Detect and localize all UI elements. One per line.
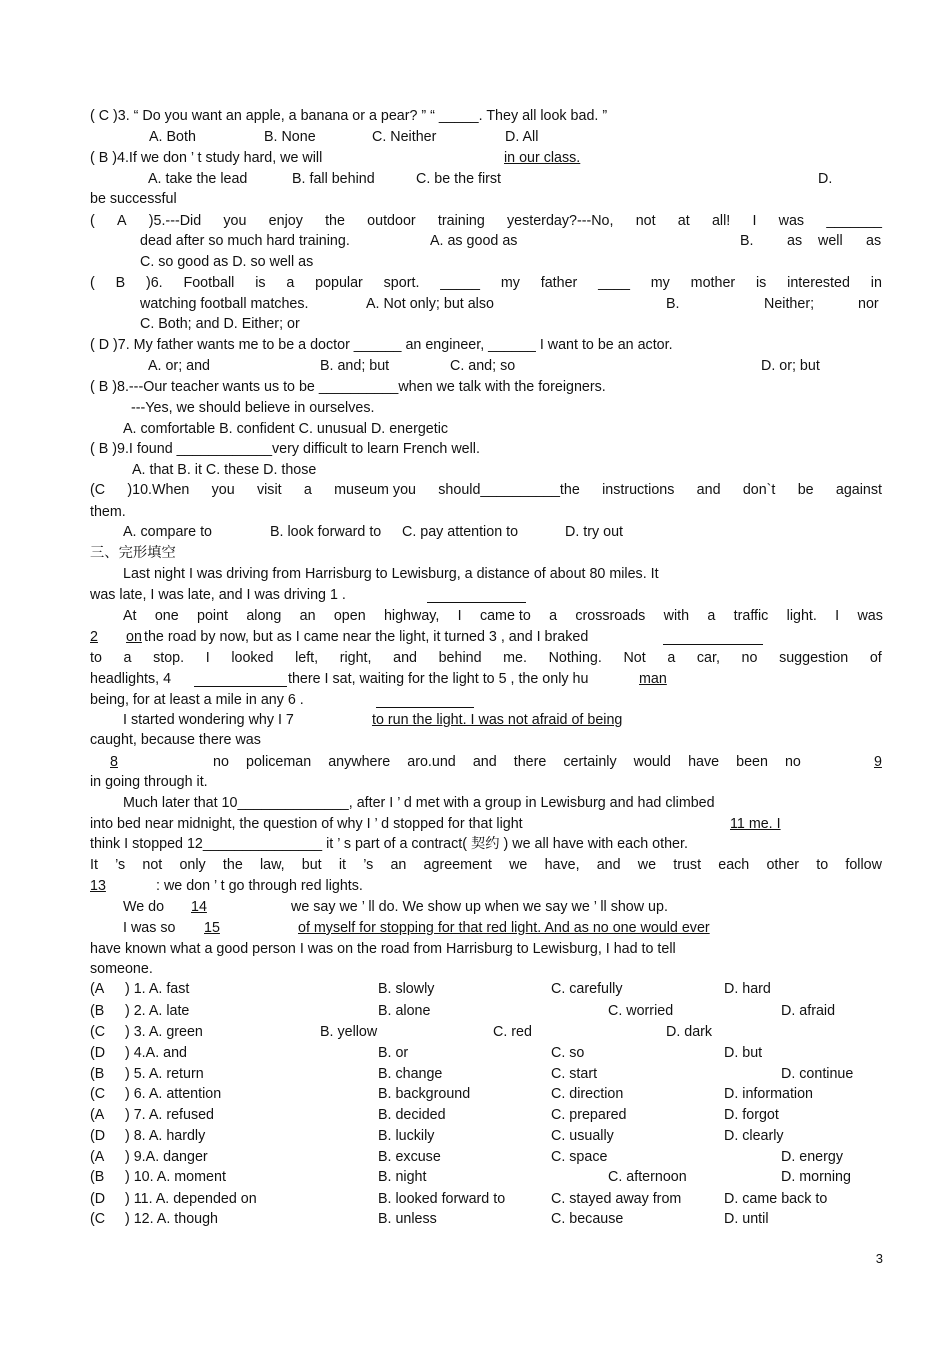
answer-key: (C xyxy=(90,1086,106,1102)
answer-option: D. until xyxy=(724,1211,769,1227)
answer-option: C. direction xyxy=(551,1086,624,1102)
q8-line2: ---Yes, we should believe in ourselves. xyxy=(131,400,375,416)
answer-question: ) 5. A. return xyxy=(125,1066,204,1082)
q6-opt-b-label: B. xyxy=(666,296,680,312)
blank-1 xyxy=(427,590,526,603)
q8-opts: A. comfortable B. confident C. unusual D. energetic xyxy=(123,421,449,437)
answer-option: B. yellow xyxy=(320,1024,378,1040)
q10-line1: (C )10.When you visit a museum you should__________the instructions and don`t be against xyxy=(90,482,882,498)
q10-opt-b: B. look forward to xyxy=(270,524,382,540)
answer-question: ) 6. A. attention xyxy=(125,1086,222,1102)
answer-option: B. decided xyxy=(378,1107,446,1123)
answer-key: (C xyxy=(90,1024,106,1040)
cloze-word: of myself for stopping for that red light. And as no one would ever xyxy=(298,920,710,936)
cloze-word: to run the light. I was not afraid of being xyxy=(372,712,623,728)
q4-opt-d-text: be successful xyxy=(90,191,177,207)
cloze-line: 8 no policeman anywhere aro.und and there certainly would have been no 9 xyxy=(90,753,882,771)
q5-line1: ( A )5.---Did you enjoy the outdoor training yesterday?---No, not at all! I was _______ xyxy=(90,213,882,229)
answer-option: C. afternoon xyxy=(608,1169,687,1185)
cloze-line: Much later that 10______________, after I ’ d met with a group in Lewisburg and had climbed xyxy=(123,795,715,811)
answer-option: D. morning xyxy=(781,1169,851,1185)
cloze-line: : we don ’ t go through red lights. xyxy=(156,878,363,894)
cloze-word: on xyxy=(126,629,142,645)
answer-option: B. excuse xyxy=(378,1149,441,1165)
answer-option: C. red xyxy=(493,1024,532,1040)
answer-option: D. continue xyxy=(781,1066,854,1082)
blank-15: 15 xyxy=(204,920,220,936)
answer-option: C. prepared xyxy=(551,1107,627,1123)
answer-key: (D xyxy=(90,1128,106,1144)
cloze-line: caught, because there was xyxy=(90,732,261,748)
answer-key: (A xyxy=(90,981,105,997)
cloze-line: I started wondering why I 7 xyxy=(123,712,294,728)
answer-key: (D xyxy=(90,1191,106,1207)
answer-key: (D xyxy=(90,1045,106,1061)
q3-opt-d: D. All xyxy=(505,129,539,145)
cloze-line: we say we ’ ll do. We show up when we say we ’ ll show up. xyxy=(291,899,668,915)
answer-option: D. afraid xyxy=(781,1003,836,1019)
answer-option: C. worried xyxy=(608,1003,674,1019)
blank-14: 14 xyxy=(191,899,207,915)
blank-3-line xyxy=(663,632,763,645)
q9-opts: A. that B. it C. these D. those xyxy=(132,462,317,478)
q4-opt-d: D. xyxy=(818,171,833,187)
answer-option: D. information xyxy=(724,1086,813,1102)
cloze-line: Last night I was driving from Harrisburg to Lewisburg, a distance of about 80 miles. It xyxy=(123,566,659,582)
answer-question: ) 9.A. danger xyxy=(125,1149,208,1165)
cloze-line: We do xyxy=(123,899,165,915)
answer-option: B. looked forward to xyxy=(378,1191,506,1207)
cloze-line: someone. xyxy=(90,961,153,977)
q4-opt-c: C. be the first xyxy=(416,171,502,187)
blank-6-line xyxy=(376,695,474,708)
q9-stem: ( B )9.I found ____________very difficult to learn French well. xyxy=(90,441,480,457)
q6-line1: ( B )6. Football is a popular sport. _____ my father ____ my mother is interested in xyxy=(90,275,882,291)
answer-option: B. unless xyxy=(378,1211,437,1227)
q5-opt-b-w3: as xyxy=(866,233,882,249)
answer-option: D. dark xyxy=(666,1024,713,1040)
q8-stem: ( B )8.---Our teacher wants us to be __________when we talk with the foreigners. xyxy=(90,379,606,395)
answer-option: B. luckily xyxy=(378,1128,435,1144)
q4-blank: in our class. xyxy=(504,150,581,166)
q10-opt-a: A. compare to xyxy=(123,524,212,540)
answer-question: ) 11. A. depended on xyxy=(125,1191,257,1207)
answer-option: C. space xyxy=(551,1149,608,1165)
answer-question: ) 1. A. fast xyxy=(125,981,190,997)
q6-opt-b-w1: Neither; xyxy=(764,296,815,312)
answer-option: D. forgot xyxy=(724,1107,779,1123)
q5-line2a: dead after so much hard training. xyxy=(140,233,350,249)
answer-option: B. background xyxy=(378,1086,471,1102)
answer-option: D. energy xyxy=(781,1149,843,1165)
cloze-line: It ’s not only the law, but it ’s an agreement we have, and we trust each other to follow xyxy=(90,857,882,873)
cloze-line: the road by now, but as I came near the light, it turned 3 , and I braked xyxy=(144,629,589,645)
answer-question: ) 8. A. hardly xyxy=(125,1128,206,1144)
q5-opt-b-label: B. xyxy=(740,233,754,249)
q10-line2: them. xyxy=(90,504,126,520)
answer-option: D. hard xyxy=(724,981,771,997)
cloze-line: think I stopped 12_______________ it ’ s part of a contract( 契约 ) we all have with each other. xyxy=(90,836,688,852)
answer-key: (B xyxy=(90,1066,105,1082)
answer-key: (B xyxy=(90,1169,105,1185)
answer-option: C. because xyxy=(551,1211,624,1227)
q4-stem: ( B )4.If we don ’ t study hard, we will xyxy=(90,150,323,166)
blank-2: 2 xyxy=(90,629,98,645)
q7-opt-c: C. and; so xyxy=(450,358,516,374)
q7-opt-a: A. or; and xyxy=(148,358,210,374)
cloze-line: there I sat, waiting for the light to 5 , the only hu xyxy=(288,671,589,687)
answer-option: D. but xyxy=(724,1045,763,1061)
answer-option: C. carefully xyxy=(551,981,623,997)
blank-8: 8 xyxy=(110,754,118,770)
answer-option: D. came back to xyxy=(724,1191,828,1207)
blank-13: 13 xyxy=(90,878,106,894)
q4-opt-a: A. take the lead xyxy=(148,171,248,187)
answer-question: ) 7. A. refused xyxy=(125,1107,215,1123)
blank-9: 9 xyxy=(873,754,882,770)
answer-question: ) 3. A. green xyxy=(125,1024,203,1040)
blank-4-line xyxy=(194,674,287,687)
page-number: 3 xyxy=(875,1251,883,1266)
q6-line3: C. Both; and D. Either; or xyxy=(140,316,300,332)
blank-11: 11 me. I xyxy=(730,816,781,832)
cloze-line: into bed near midnight, the question of why I ’ d stopped for that light xyxy=(90,816,523,832)
q5-opt-b-w1: as xyxy=(787,233,803,249)
q6-opt-b-w2: nor xyxy=(858,296,879,312)
q3-opt-a: A. Both xyxy=(149,129,196,145)
q7-opt-b: B. and; but xyxy=(320,358,390,374)
answer-option: C. stayed away from xyxy=(551,1191,682,1207)
answer-key: (C xyxy=(90,1211,106,1227)
q5-opt-a: A. as good as xyxy=(430,233,518,249)
answer-question: ) 2. A. late xyxy=(125,1003,190,1019)
cloze-line: being, for at least a mile in any 6 . xyxy=(90,692,304,708)
cloze-line: was late, I was late, and I was driving 1 . xyxy=(90,587,346,603)
cloze-line: At one point along an open highway, I came to a crossroads with a traffic light. I was xyxy=(123,608,883,624)
answer-option: B. slowly xyxy=(378,981,435,997)
answer-key: (A xyxy=(90,1107,105,1123)
cloze-line: headlights, 4 xyxy=(90,671,172,687)
cloze-line: I was so xyxy=(123,920,176,936)
q10-opt-c: C. pay attention to xyxy=(402,524,519,540)
answer-option: B. or xyxy=(378,1045,409,1061)
q4-opt-b: B. fall behind xyxy=(292,171,375,187)
q10-opt-d: D. try out xyxy=(565,524,623,540)
q6-line2a: watching football matches. xyxy=(140,296,309,312)
answer-option: B. alone xyxy=(378,1003,431,1019)
answer-option: B. change xyxy=(378,1066,443,1082)
q3-stem: ( C )3. “ Do you want an apple, a banana or a pear? ” “ _____. They all look bad. ” xyxy=(90,108,608,124)
answer-question: ) 12. A. though xyxy=(125,1211,218,1227)
q5-opt-b-w2: well xyxy=(818,233,843,249)
answer-key: (B xyxy=(90,1003,105,1019)
answer-option: B. night xyxy=(378,1169,427,1185)
q3-opt-b: B. None xyxy=(264,129,316,145)
answer-option: C. start xyxy=(551,1066,598,1082)
answer-option: D. clearly xyxy=(724,1128,784,1144)
answer-option: C. so xyxy=(551,1045,585,1061)
q5-line3: C. so good as D. so well as xyxy=(140,254,314,270)
q3-opt-c: C. Neither xyxy=(372,129,437,145)
answer-question: ) 4.A. and xyxy=(125,1045,187,1061)
cloze-word: man xyxy=(639,671,667,687)
cloze-heading: 三、完形填空 xyxy=(90,545,176,561)
q6-opt-a: A. Not only; but also xyxy=(366,296,494,312)
answer-option: C. usually xyxy=(551,1128,614,1144)
cloze-line: have known what a good person I was on the road from Harrisburg to Lewisburg, I had to tell xyxy=(90,941,676,957)
cloze-line: to a stop. I looked left, right, and behind me. Nothing. Not a car, no suggestion of xyxy=(90,650,882,666)
q7-opt-d: D. or; but xyxy=(761,358,820,374)
cloze-line: in going through it. xyxy=(90,774,208,790)
q7-stem: ( D )7. My father wants me to be a doctor ______ an engineer, ______ I want to be an actor. xyxy=(90,337,673,353)
answer-question: ) 10. A. moment xyxy=(125,1169,226,1185)
answer-key: (A xyxy=(90,1149,105,1165)
